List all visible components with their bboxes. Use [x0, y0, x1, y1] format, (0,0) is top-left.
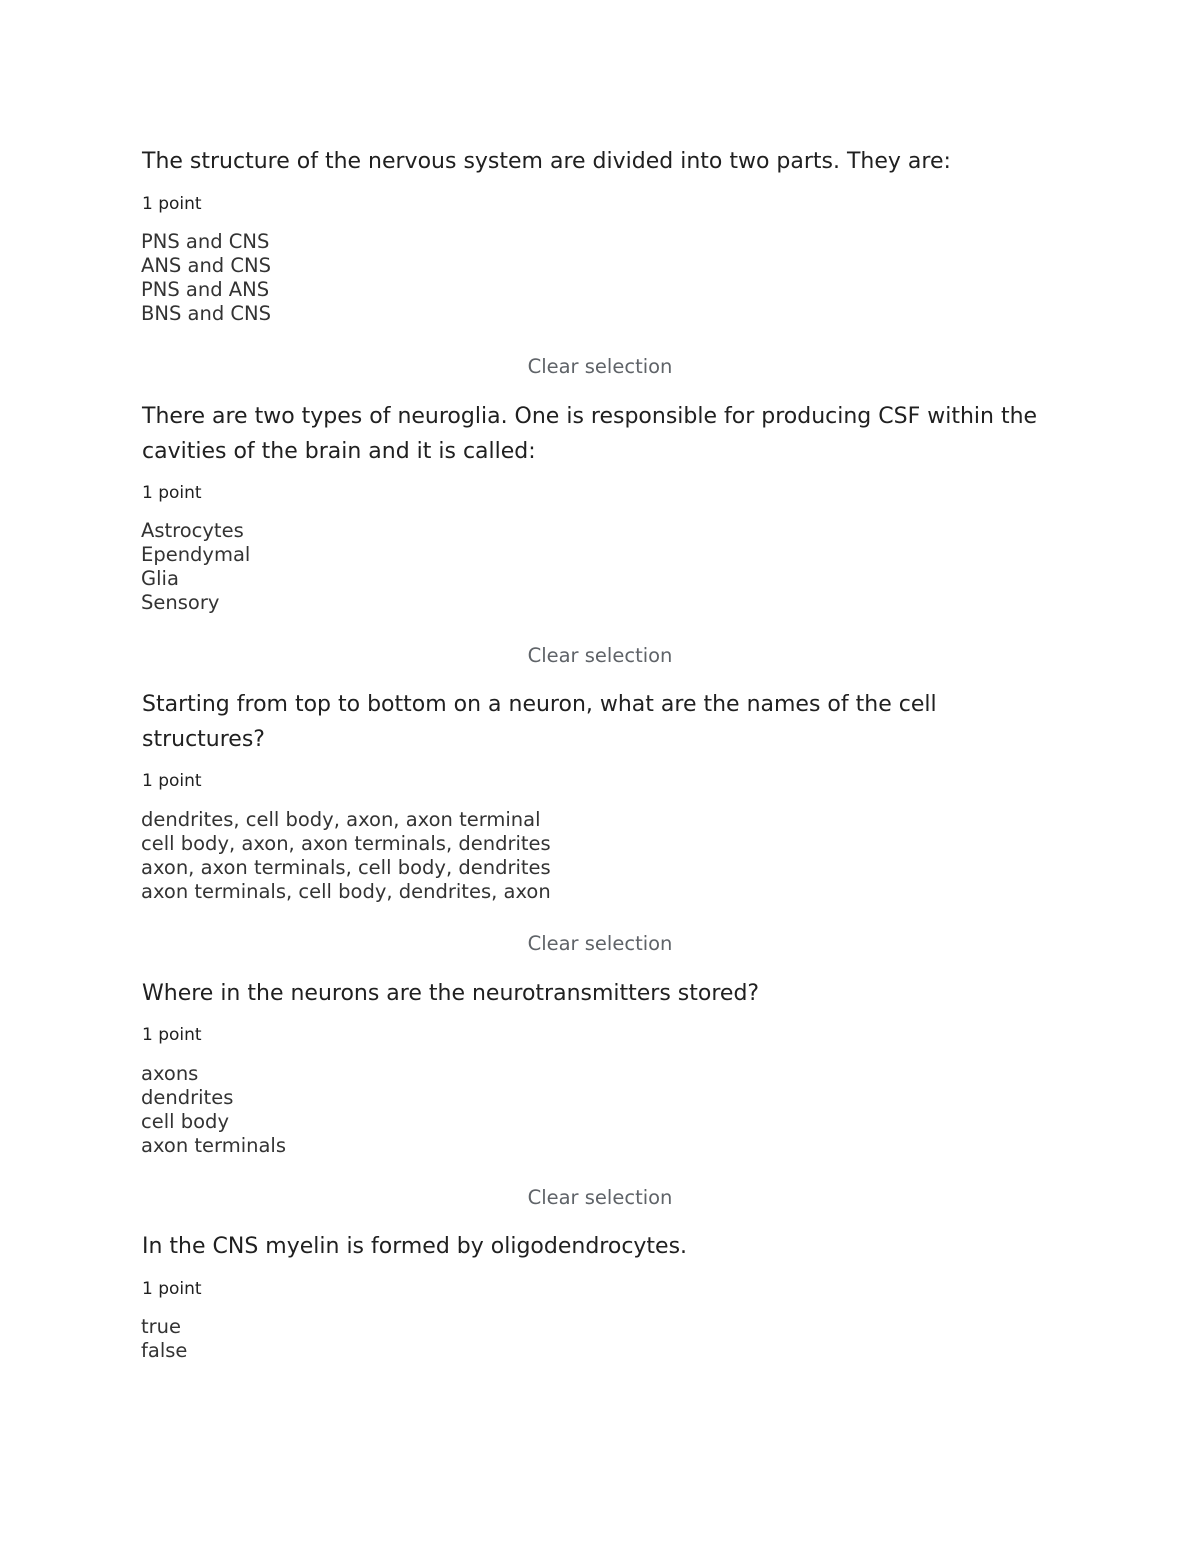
- question-2-points: 1 point: [142, 483, 202, 503]
- question-1-option-4[interactable]: BNS and CNS: [141, 302, 272, 325]
- question-3-option-1[interactable]: dendrites, cell body, axon, axon terminal: [141, 808, 541, 831]
- question-2-options: [141, 519, 250, 615]
- question-3-title: Starting from top to bottom on a neuron, what are the names of the cell structures?: [142, 692, 937, 752]
- question-4-option-4[interactable]: axon terminals: [141, 1134, 286, 1157]
- question-5-option-2[interactable]: false: [141, 1339, 188, 1362]
- question-3-points: 1 point: [142, 771, 202, 791]
- question-2-option-4[interactable]: Sensory: [141, 591, 220, 614]
- question-3-option-3[interactable]: axon, axon terminals, cell body, dendrites: [141, 856, 551, 879]
- question-2-option-3[interactable]: Glia: [141, 567, 179, 590]
- question-4-option-2[interactable]: dendrites: [141, 1086, 234, 1109]
- question-1-points: 1 point: [142, 194, 202, 214]
- question-4-clear-selection-button[interactable]: Clear selection: [527, 1186, 673, 1209]
- question-4-title: Where in the neurons are the neurotransmitters stored?: [142, 981, 760, 1006]
- question-4-options: [141, 1062, 286, 1158]
- question-1-title: The structure of the nervous system are divided into two parts. They are:: [142, 149, 951, 174]
- question-1-options: [141, 230, 271, 326]
- question-2-option-2[interactable]: Ependymal: [141, 543, 251, 566]
- question-1-option-3[interactable]: PNS and ANS: [141, 278, 270, 301]
- question-1-clear-selection-button[interactable]: Clear selection: [527, 355, 673, 378]
- question-4-points: 1 point: [142, 1025, 202, 1045]
- question-3-clear-selection-button[interactable]: Clear selection: [527, 932, 673, 955]
- question-3-option-2[interactable]: cell body, axon, axon terminals, dendrites: [141, 832, 551, 855]
- question-5-option-1[interactable]: true: [141, 1315, 182, 1338]
- question-1-option-1[interactable]: PNS and CNS: [141, 230, 270, 253]
- question-2-title: There are two types of neuroglia. One is responsible for producing CSF within the cavities of the brain and it is called:: [142, 404, 1038, 464]
- question-5-points: 1 point: [142, 1279, 202, 1299]
- question-1-option-2[interactable]: ANS and CNS: [141, 254, 271, 277]
- question-5-title: In the CNS myelin is formed by oligodendrocytes.: [142, 1234, 688, 1259]
- question-3-option-4[interactable]: axon terminals, cell body, dendrites, axon: [141, 880, 551, 903]
- question-3-options: [141, 808, 551, 904]
- question-2-clear-selection-button[interactable]: Clear selection: [527, 644, 673, 667]
- question-4-option-1[interactable]: axons: [141, 1062, 199, 1085]
- question-4-option-3[interactable]: cell body: [141, 1110, 229, 1133]
- question-5-options: [141, 1315, 187, 1363]
- question-2-option-1[interactable]: Astrocytes: [141, 519, 244, 542]
